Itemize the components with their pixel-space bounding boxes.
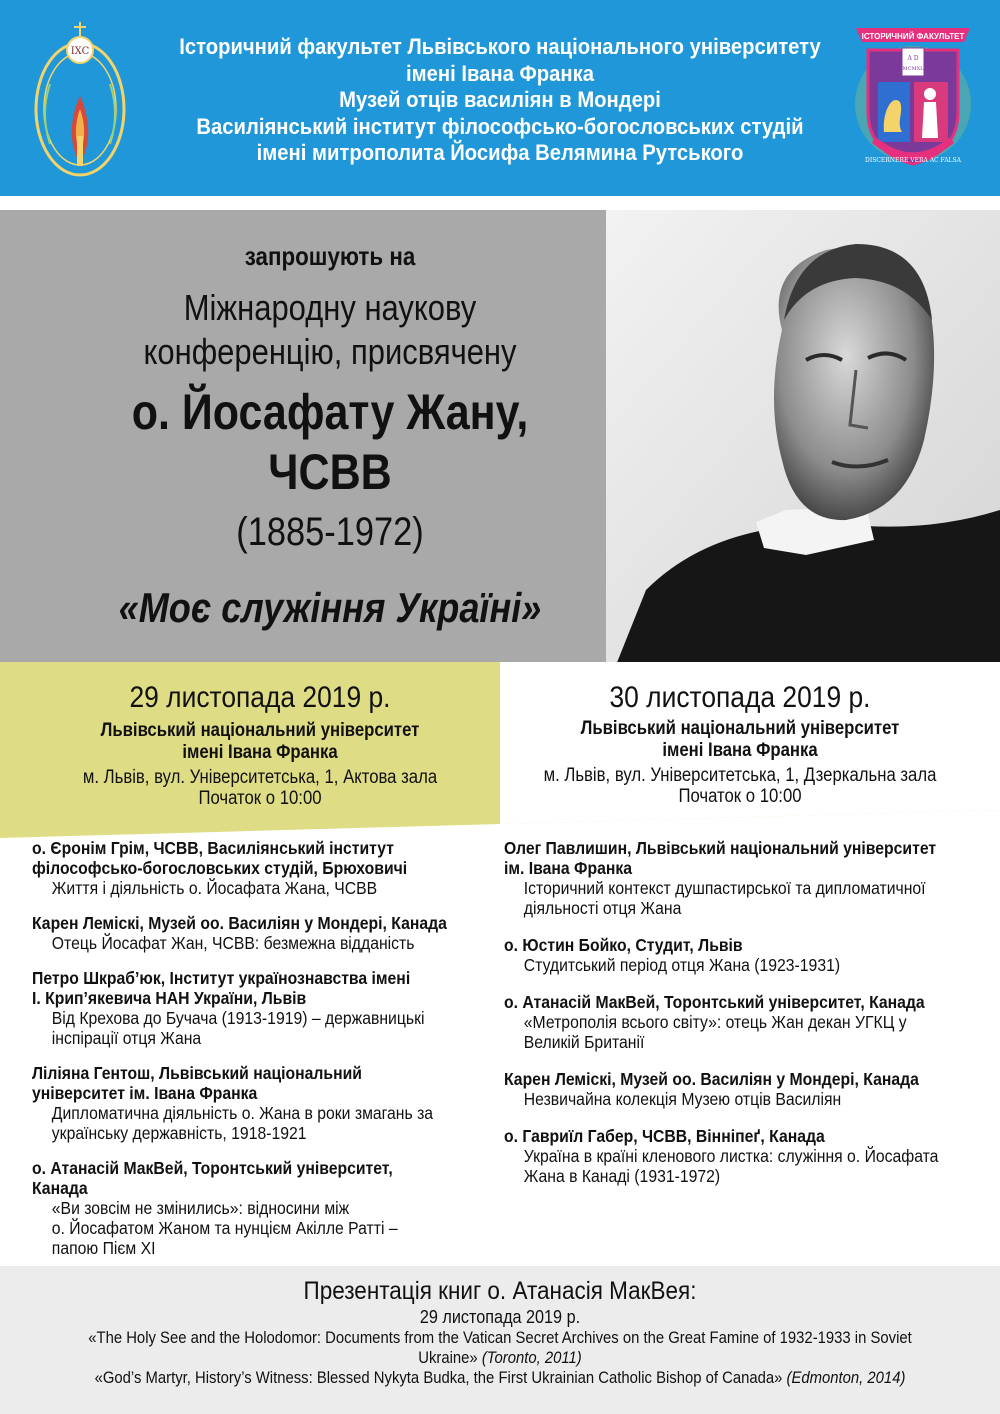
day-1-info: [40, 680, 480, 809]
talk-speaker: о. Атанасій МакВей, Торонтський університет, Канада: [504, 992, 925, 1012]
day-2-address: м. Львів, вул. Університетська, 1, Дзеркальна зала: [543, 765, 937, 786]
presentation-date: 29 листопада 2019 р.: [419, 1307, 581, 1327]
basilian-emblem-icon: [30, 14, 130, 184]
talk-item: [504, 1069, 984, 1109]
organizer-line: імені митрополита Йосифа Велямина Рутського: [256, 140, 744, 165]
organizers-block: [169, 34, 831, 167]
honoree-order: ЧСВВ: [268, 444, 392, 500]
history-faculty-crest-icon: [852, 22, 974, 172]
book-presentation: [30, 1276, 970, 1388]
organizer-line: Василіянський інститут філософсько-богословських студій: [196, 113, 804, 139]
talk-topic: «Ви зовсім не змінились»: відносини між о. Йосафатом Жаном та нунцієм Акілле Ратті – папою Пієм XI: [51, 1198, 398, 1258]
talk-item: [32, 913, 500, 953]
emblem-monogram: IXC: [70, 46, 90, 57]
day-2-date: 30 листопада 2019 р.: [609, 681, 871, 714]
talk-topic: Від Крехова до Бучача (1913-1919) – державницькі інспірації отця Жана: [51, 1008, 425, 1048]
presentation-title: Презентація книг о. Атанасія МакВея:: [303, 1277, 697, 1305]
day-2-venue-line1: Львівський національний університет: [580, 718, 900, 739]
talk-speaker: о. Єронім Грім, ЧСВВ, Василіянський інститут філософсько-богословських студій, Брюховичі: [32, 838, 408, 878]
organizer-line: Музей отців василіян в Мондері: [339, 87, 661, 112]
crest-motto: DISCERNERE VERA AC FALSA: [865, 157, 961, 164]
day-1-start-time: Початок о 10:00: [198, 788, 322, 809]
invite-intro: запрошують на: [244, 241, 416, 271]
talk-topic: Незвичайна колекція Музею отців Василіян: [523, 1089, 842, 1109]
invite-conference-line2: конференцію, присвячену: [143, 331, 517, 372]
day-1-address: м. Львів, вул. Університетська, 1, Актова зала: [82, 767, 438, 788]
talk-item: [504, 992, 984, 1052]
day-1-venue-line1: Львівський національний університет: [100, 720, 420, 741]
invite-conference-line1: Міжнародну наукову: [183, 287, 477, 328]
talk-speaker: Карен Леміскі, Музей оо. Василіян у Мондері, Канада: [32, 913, 447, 933]
day-2-info: [510, 680, 970, 807]
organizer-line: Історичний факультет Львівського національного університету: [179, 34, 821, 59]
book-1-publication: (Toronto, 2011): [481, 1349, 582, 1367]
talk-topic: Історичний контекст душпастирської та дипломатичної діяльності отця Жана: [523, 878, 926, 918]
talk-topic: «Метрополія всього світу»: отець Жан декан УГКЦ у Великій Британії: [523, 1012, 907, 1052]
invitation-text: [60, 240, 600, 634]
book-1-title-end: Ukraine»: [418, 1349, 478, 1367]
day-2-venue-line2: імені Івана Франка: [662, 740, 818, 761]
talk-item: [32, 1158, 500, 1258]
book-1-title-line1: «The Holy See and the Holodomor: Documents from the Vatican Secret Archives on the Great Famine of 1932-1933 in Soviet: [88, 1329, 912, 1347]
talk-speaker: о. Гавриїл Габер, ЧСВВ, Вінніпеґ, Канада: [504, 1126, 825, 1146]
talk-speaker: Ліліяна Гентош, Львівський національний університет ім. Івана Франка: [32, 1063, 362, 1103]
talk-item: [504, 935, 984, 975]
book-2: [77, 1368, 923, 1388]
book-2-publication: (Edmonton, 2014): [786, 1369, 906, 1387]
honoree-name: о. Йосафату Жану,: [131, 384, 529, 440]
invitation-band: [0, 210, 1000, 665]
talk-item: [32, 1063, 500, 1143]
talk-topic: Україна в країні кленового листка: служіння о. Йосафата Жана в Канаді (1931-1972): [523, 1146, 939, 1186]
day-2-start-time: Початок о 10:00: [678, 786, 802, 807]
book-presentation-band: [0, 1266, 1000, 1414]
talk-speaker: Петро Шкраб’юк, Інститут українознавства імені І. Крип’якевича НАН України, Львів: [32, 968, 411, 1008]
crest-year: MCMXL: [902, 66, 924, 72]
talk-topic: Життя і діяльність о. Йосафата Жана, ЧСВВ: [51, 878, 378, 898]
talk-speaker: Карен Леміскі, Музей оо. Василіян у Мондері, Канада: [504, 1069, 919, 1089]
honoree-years: (1885-1972): [236, 510, 424, 554]
crest-banner-text: ІСТОРИЧНИЙ ФАКУЛЬТЕТ: [861, 32, 965, 41]
talk-item: [504, 838, 984, 918]
book-1-title-line2: [77, 1348, 923, 1368]
day-2-talks: [504, 838, 984, 1203]
organizer-line: імені Івана Франка: [406, 60, 594, 86]
day-1-talks: [32, 838, 500, 1273]
crest-letters: A D: [907, 55, 919, 62]
day-1-date: 29 листопада 2019 р.: [129, 681, 391, 714]
talk-topic: Студитський період отця Жана (1923-1931): [523, 955, 841, 975]
header-band: [0, 0, 1000, 196]
book-2-title: «God’s Martyr, History’s Witness: Blessed Nykyta Budka, the First Ukrainian Catholic Bishop of Canada»: [94, 1369, 783, 1387]
portrait-photo: [606, 210, 1000, 665]
talk-speaker: о. Атанасій МакВей, Торонтський університет, Канада: [32, 1158, 393, 1198]
talk-item: [504, 1126, 984, 1186]
conference-motto: «Моє служіння Україні»: [118, 584, 542, 631]
talk-item: [32, 838, 500, 898]
day-1-venue-line2: імені Івана Франка: [182, 742, 338, 763]
talk-speaker: Олег Павлишин, Львівський національний університет ім. Івана Франка: [504, 838, 937, 878]
talk-speaker: о. Юстин Бойко, Студит, Львів: [504, 935, 743, 955]
talk-item: [32, 968, 500, 1048]
talk-topic: Отець Йосафат Жан, ЧСВВ: безмежна відданість: [51, 933, 415, 953]
talk-topic: Дипломатична діяльність о. Жана в роки змагань за українську державність, 1918-1921: [51, 1103, 434, 1143]
